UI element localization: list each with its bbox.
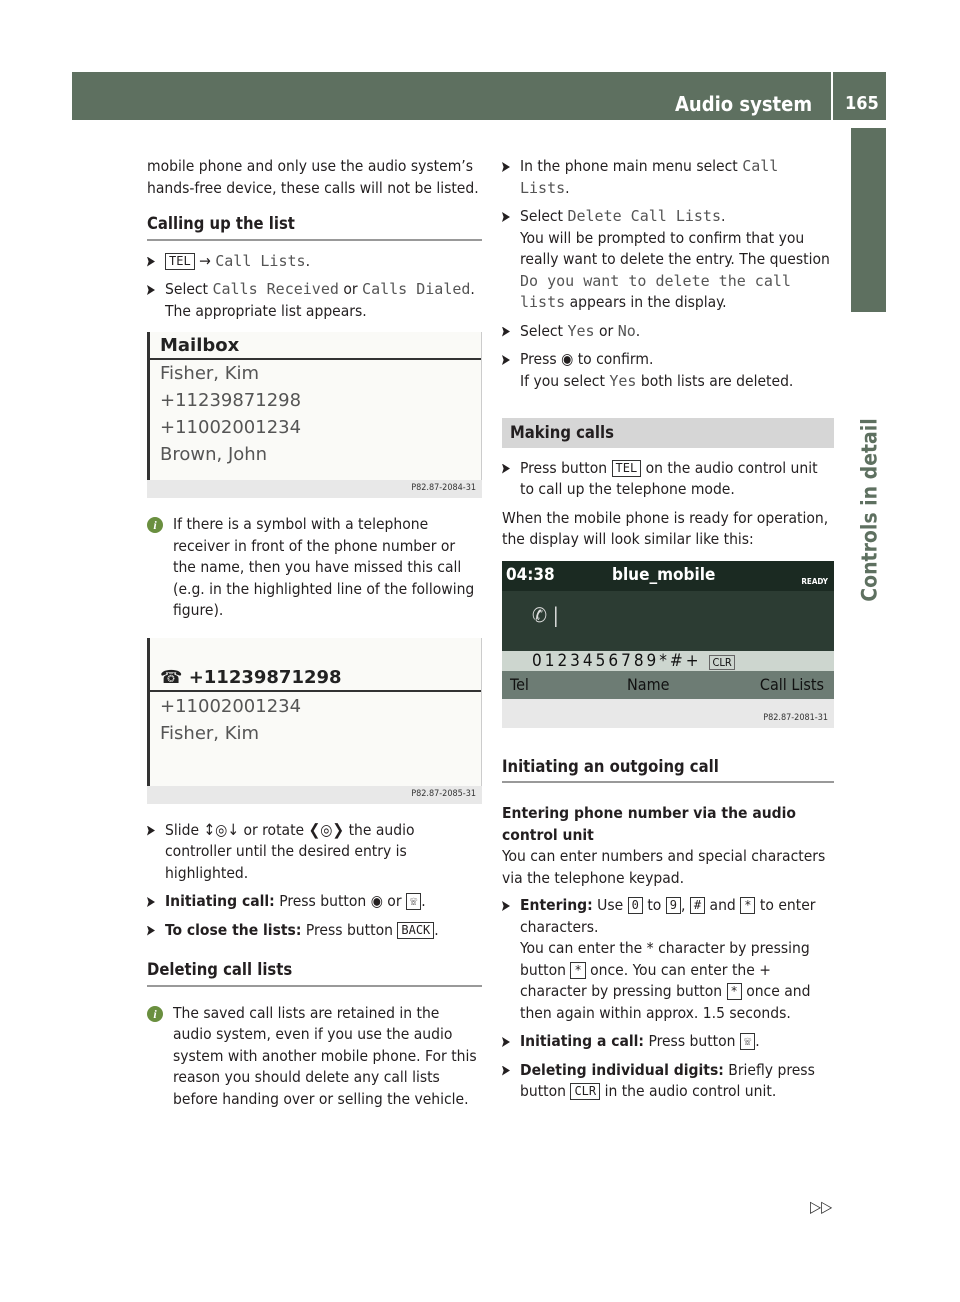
key-hash-icon: # (690, 897, 705, 914)
heading-calling-up-list: Calling up the list (147, 213, 482, 241)
step-close-lists: To close the lists: Press button BACK . (147, 920, 482, 942)
side-tab-label: Controls in detail (857, 418, 882, 602)
info-icon: i (147, 1006, 163, 1022)
step-tel-call-lists: TEL → Call Lists. (147, 251, 482, 273)
info-missed-call: i If there is a symbol with a telephone receiver in front of the phone number or the name, then you have missed this call (e.g. in the highlighted line of the following figure). (147, 514, 482, 622)
figure-call-list: Mailbox Fisher, Kim +11239871298 +11002001234 Brown, John P82.87-2084-31 (147, 332, 482, 498)
step-press-confirm: Press ◉ to confirm. If you select Yes both lists are deleted. (502, 349, 834, 392)
heading-outgoing-call: Initiating an outgoing call (502, 756, 834, 784)
info-saved-lists: i The saved call lists are retained in the audio system, even if you use the audio system with another mobile phone. For this reason you should delete any call lists before handing over or selling the vehicle. (147, 1003, 482, 1111)
subheading-entering-number: Entering phone number via the audio control unit (502, 804, 797, 844)
step-deleting-digits: Deleting individual digits: Briefly press button CLR in the audio control unit. (502, 1060, 834, 1103)
key-star-icon: * (570, 962, 585, 979)
ready-status: READY (801, 576, 828, 586)
page-number: 165 (845, 93, 879, 114)
tel-key-icon: TEL (165, 253, 195, 270)
clock-time: 04:38 (506, 564, 555, 585)
step-select-yes-no: Select Yes or No. (502, 321, 834, 343)
figure-missed-call: ☎ +11239871298 +11002001234 Fisher, Kim P82.87-2085-31 (147, 638, 482, 804)
heading-making-calls: Making calls (502, 418, 834, 448)
key-star-icon: * (740, 897, 755, 914)
step-select-calls: Select Calls Received or Calls Dialed. The appropriate list appears. (147, 279, 482, 322)
step-select-call-lists: In the phone main menu select Call Lists. (502, 156, 834, 199)
figure-phone-display (502, 561, 834, 728)
rotate-controller-icon: ❮◎❯ (308, 820, 345, 839)
tab-tel: Tel (510, 674, 529, 694)
key-0-icon: 0 (628, 897, 643, 914)
tel-key-icon: TEL (612, 460, 642, 477)
key-9-icon: 9 (666, 897, 681, 914)
entering-text: You can enter numbers and special characters via the telephone keypad. (502, 847, 826, 887)
right-column (502, 156, 834, 1110)
section-title: Audio system (675, 92, 813, 116)
missed-call-icon: ☎ (160, 666, 189, 688)
figure-code: P82.87-2081-31 (763, 712, 828, 723)
heading-deleting-call-lists: Deleting call lists (147, 959, 482, 987)
step-initiating-call: Initiating call: Press button ◉ or ☏ . (147, 891, 482, 913)
step-press-tel: Press button TEL on the audio control unit to call up the telephone mode. (502, 458, 834, 501)
side-tab-marker (851, 128, 886, 312)
tab-name: Name (627, 674, 670, 694)
figure-code: P82.87-2084-31 (411, 483, 476, 493)
clr-key-icon: CLR (570, 1083, 600, 1100)
step-delete-call-lists: Select Delete Call Lists. You will be prompted to confirm that you really want to delete the entry. The question Do you want to delete the call lists appears in the display. (502, 206, 834, 314)
intro-paragraph: mobile phone and only use the audio system’s hands-free device, these calls will not be listed. (147, 157, 479, 197)
ready-text: When the mobile phone is ready for operation, the display will look similar like this: (502, 508, 829, 548)
figure-code: P82.87-2085-31 (411, 788, 476, 799)
key-star-icon: * (727, 983, 742, 1000)
left-column (147, 156, 482, 1116)
back-key-icon: BACK (397, 922, 434, 939)
continued-arrows: ▷▷ (810, 1197, 833, 1216)
info-icon: i (147, 517, 163, 533)
press-controller-icon: ◉ (370, 892, 383, 910)
press-controller-icon: ◉ (561, 350, 574, 368)
step-slide-rotate: Slide ↕◎↓ or rotate ❮◎❯ the audio controller until the desired entry is highlighted. (147, 820, 482, 885)
keypad-row: 0123456789*#+ CLR (502, 651, 834, 671)
phone-call-key-icon: ☏ (740, 1033, 755, 1050)
handset-icon: ✆ | (532, 602, 559, 627)
missed-call-entry: ☎ +11239871298 (160, 666, 342, 688)
tab-call-lists: Call Lists (759, 674, 824, 694)
slide-controller-icon: ↕◎↓ (203, 820, 240, 839)
step-initiating-a-call: Initiating a call: Press button ☏ . (502, 1031, 834, 1053)
step-entering: Entering: Use 0 to 9 , # and * to enter characters. You can enter the * character by pressing button * once. You can enter the + character by pressing button * once and then again within approx. 1.5 seconds. (502, 895, 834, 1024)
header-divider (831, 72, 833, 120)
phone-call-key-icon: ☏ (406, 893, 421, 910)
phone-name: blue_mobile (612, 564, 716, 585)
